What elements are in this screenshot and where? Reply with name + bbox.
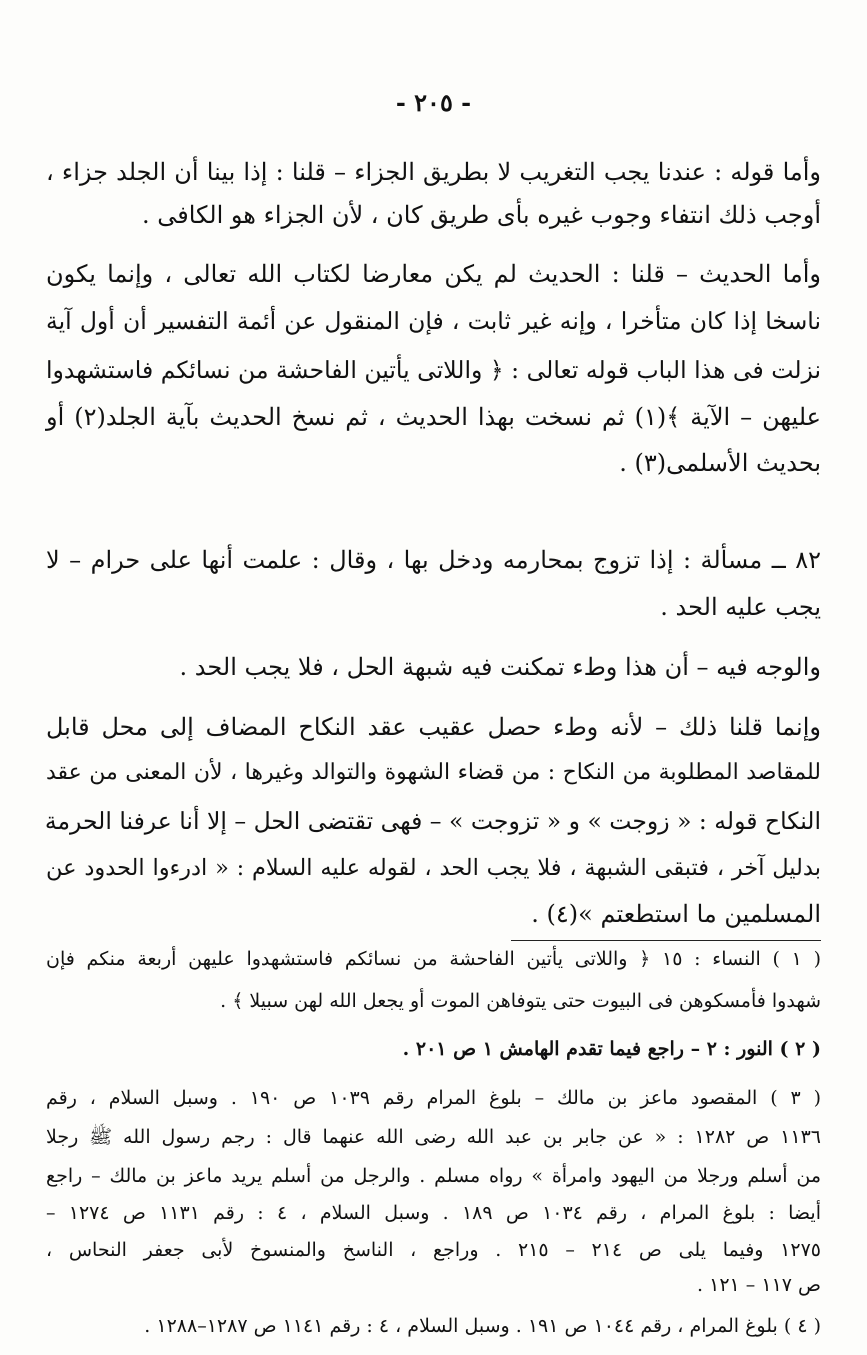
footnote-line: ( ٤ ) بلوغ المرام ، رقم ١٠٤٤ ص ١٩١ . وسبل السلام ، ٤ : رقم ١١٤١ ص ١٢٨٧–١٢٨٨ . — [144, 1315, 821, 1337]
body-line: يجب عليه الحد . — [660, 593, 821, 621]
footnote-line: ١٢٧٥ وفيما يلى ص ٢١٤ – ٢١٥ . وراجع ، الناسخ والمنسوخ لأبى جعفر النحاس ، — [46, 1239, 821, 1261]
footnote-separator — [511, 940, 821, 941]
body-line: النكاح قوله : « زوجت » و « تزوجت » – فهى تقتضى الحل – إلا أنا عرفنا الحرمة — [44, 807, 821, 835]
body-line: للمقاصد المطلوبة من النكاح : من قضاء الشهوة والتوالد وغيرها ، لأن المعنى من عقد — [46, 760, 821, 785]
body-line: المسلمين ما استطعتم »(٤) . — [531, 900, 821, 928]
body-line: ناسخا إذا كان متأخرا ، وإنه غير ثابت ، فإن المنقول عن أئمة التفسير أن أول آية — [46, 307, 821, 335]
body-line: وإنما قلنا ذلك – لأنه وطء حصل عقيب عقد النكاح المضاف إلى محل قابل — [46, 713, 821, 741]
footnote-line: ( ١ ) النساء : ١٥ ﴿ واللاتى يأتين الفاحشة من نسائكم فاستشهدوا عليهن أربعة منكم فإن — [46, 948, 821, 970]
footnote-line: شهدوا فأمسكوهن فى البيوت حتى يتوفاهن الموت أو يجعل الله لهن سبيلا ﴾ . — [220, 990, 821, 1012]
body-line: بحديث الأسلمى(٣) . — [619, 449, 821, 477]
body-line: وأما قوله : عندنا يجب التغريب لا بطريق الجزاء – قلنا : إذا بينا أن الجلد جزاء ، — [46, 158, 821, 186]
body-line: عليهن – الآية ﴾(١) ثم نسخت بهذا الحديث ، ثم نسخ الحديث بآية الجلد(٢) أو — [46, 403, 821, 431]
footnote-line: ( ٣ ) المقصود ماعز بن مالك – بلوغ المرام رقم ١٠٣٩ ص ١٩٠ . وسبل السلام ، رقم — [46, 1087, 822, 1109]
body-line: أوجب ذلك انتفاء وجوب غيره بأى طريق كان ، لأن الجزاء هو الكافى . — [141, 201, 821, 229]
issue-heading-line: ٨٢ ــ مسألة : إذا تزوج بمحارمه ودخل بها ، وقال : علمت أنها على حرام – لا — [46, 546, 821, 574]
body-line: وأما الحديث – قلنا : الحديث لم يكن معارضا لكتاب الله تعالى ، وإنما يكون — [46, 260, 821, 288]
body-line: بدليل آخر ، فتبقى الشبهة ، فلا يجب الحد ، لقوله عليه السلام : « ادرءوا الحدود عن — [46, 855, 821, 881]
page-number: - ٢٠٥ - — [395, 88, 472, 117]
footnote-line: ١١٣٦ ص ١٢٨٢ : « عن جابر بن عبد الله رضى الله عنهما قال : رجم رسول الله ﷺ رجلا — [46, 1126, 821, 1148]
footnote-line: من أسلم ورجلا من اليهود وامرأة » رواه مسلم . والرجل من أسلم يريد ماعز بن مالك – راجع — [46, 1165, 821, 1187]
footnote-line: أيضا : بلوغ المرام ، رقم ١٠٣٤ ص ١٨٩ . وسبل السلام ، ٤ : رقم ١١٣١ ص ١٢٧٤ – — [46, 1202, 821, 1224]
footnote-line: ( ٢ ) النور : ٢ – راجع فيما تقدم الهامش ١ ص ٢٠١ . — [402, 1038, 821, 1060]
body-line: نزلت فى هذا الباب قوله تعالى : ﴿ واللاتى يأتين الفاحشة من نسائكم فاستشهدوا — [46, 356, 821, 384]
body-line: والوجه فيه – أن هذا وطء تمكنت فيه شبهة الحل ، فلا يجب الحد . — [179, 653, 821, 681]
footnote-line: ص ١١٧ – ١٢١ . — [697, 1274, 821, 1296]
